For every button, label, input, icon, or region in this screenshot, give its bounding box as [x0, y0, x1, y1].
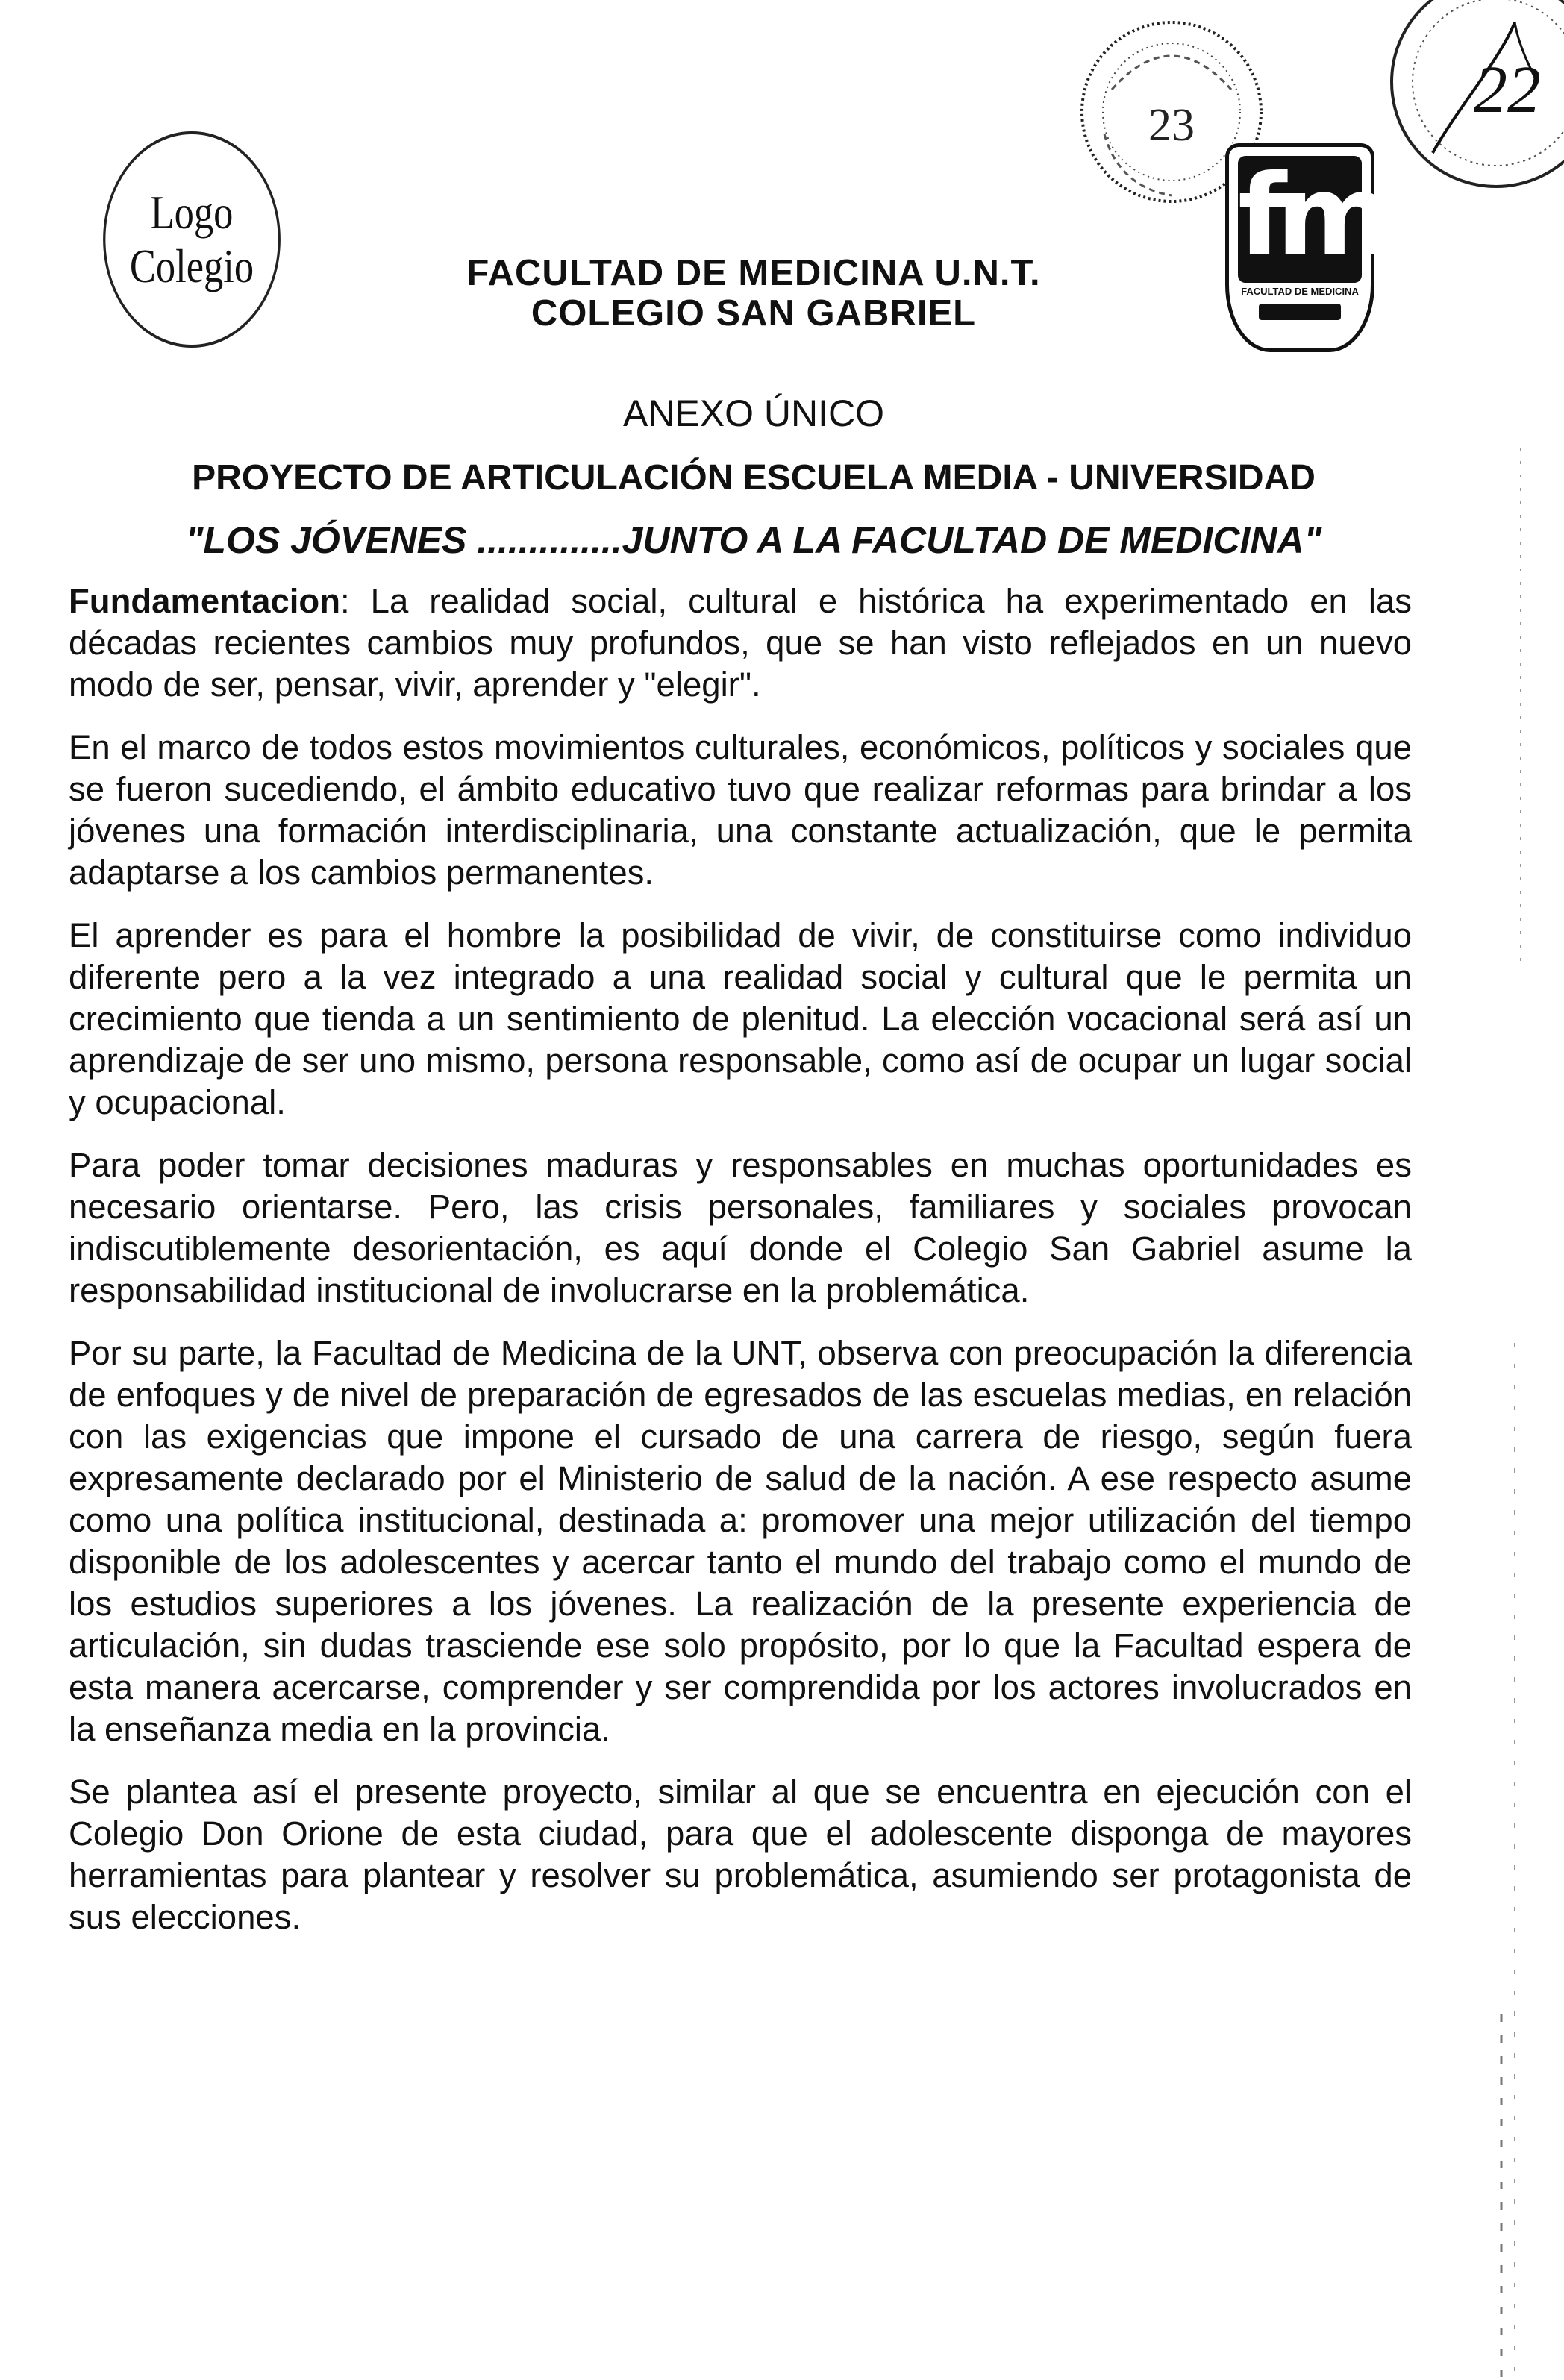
paragraph-1-text: : La realidad social, cultural e histórica ha experimentado en las décadas recientes cambios muy profundos, que se han visto reflejados en un nuevo modo de ser, pensar, vivir, aprender y "elegir".: [69, 582, 1412, 704]
paragraph-1-label: Fundamentacion: [69, 582, 341, 620]
paragraph-5: Por su parte, la Facultad de Medicina de la UNT, observa con preocupación la diferencia de enfoques y de nivel de preparación de egresados de las escuelas medias, en relación con las exigencias que impone el cursado de una carrera de riesgo, según fuera expresamente declarado por el Ministerio de salud de la nación. A ese respecto asume como una política institucional, destinada a: promover una mejor utilización del tiempo disponible de los adolescentes y acercar tanto el mundo del trabajo como el mundo de los estudios superiores a los jóvenes. La realización de la presente experiencia de articulación, sin dudas trasciende ese solo propósito, por lo que la Facultad espera de esta manera acercarse, comprender y ser comprendida por los actores involucrados en la enseñanza media en la provincia.: [69, 1334, 1412, 1748]
header-school: COLEGIO SAN GABRIEL: [531, 293, 977, 333]
badge-letters: fm: [1238, 151, 1383, 281]
paragraph-6: Se plantea así el presente proyecto, similar al que se encuentra en ejecución con el Colegio Don Orione de esta ciudad, para que el adolescente disponga de mayores herramientas para plantear y resolver su problemática, asumiendo ser protagonista de sus elecciones.: [69, 1773, 1412, 1936]
document-body: [69, 580, 1412, 1959]
scan-margin-marks: [1485, 0, 1552, 2380]
badge-bar: [1259, 304, 1341, 320]
seal-number: 23: [1148, 100, 1195, 151]
project-title: PROYECTO DE ARTICULACIÓN ESCUELA MEDIA - UNIVERSIDAD: [192, 458, 1316, 498]
badge-caption: FACULTAD DE MEDICINA: [1241, 286, 1359, 297]
paragraph-4: Para poder tomar decisiones maduras y responsables en muchas oportunidades es necesario orientarse. Pero, las crisis personales, familiares y sociales provocan indiscutiblemente desorientación, es aquí donde el Colegio San Gabriel asume la responsabilidad institucional de involucrarse en la problemática.: [69, 1146, 1412, 1309]
logo-line-2: Colegio: [129, 239, 254, 292]
paragraph-3: El aprender es para el hombre la posibilidad de vivir, de constituirse como individuo diferente pero a la vez integrado a una realidad social y cultural que le permita un crecimiento que tienda a un sentimiento de plenitud. La elección vocacional será así un aprendizaje de ser uno mismo, persona responsable, como así de ocupar un lugar social y ocupacional.: [69, 916, 1412, 1121]
header-faculty: FACULTAD DE MEDICINA U.N.T.: [466, 253, 1041, 293]
annex-title: ANEXO ÚNICO: [622, 392, 885, 434]
paragraph-2: En el marco de todos estos movimientos culturales, económicos, políticos y sociales que se fueron sucediendo, el ámbito educativo tuvo que realizar reformas para brindar a los jóvenes una formación interdisciplinaria, una constante actualización, que le permita adaptarse a los cambios permanentes.: [69, 728, 1412, 892]
paragraph-1: [69, 580, 1412, 706]
project-subtitle: "LOS JÓVENES ..............JUNTO A LA FACULTAD DE MEDICINA": [185, 519, 1322, 561]
signature-number: 22: [1474, 53, 1541, 127]
logo-line-1: Logo: [150, 186, 234, 239]
school-logo-placeholder: [103, 131, 281, 348]
